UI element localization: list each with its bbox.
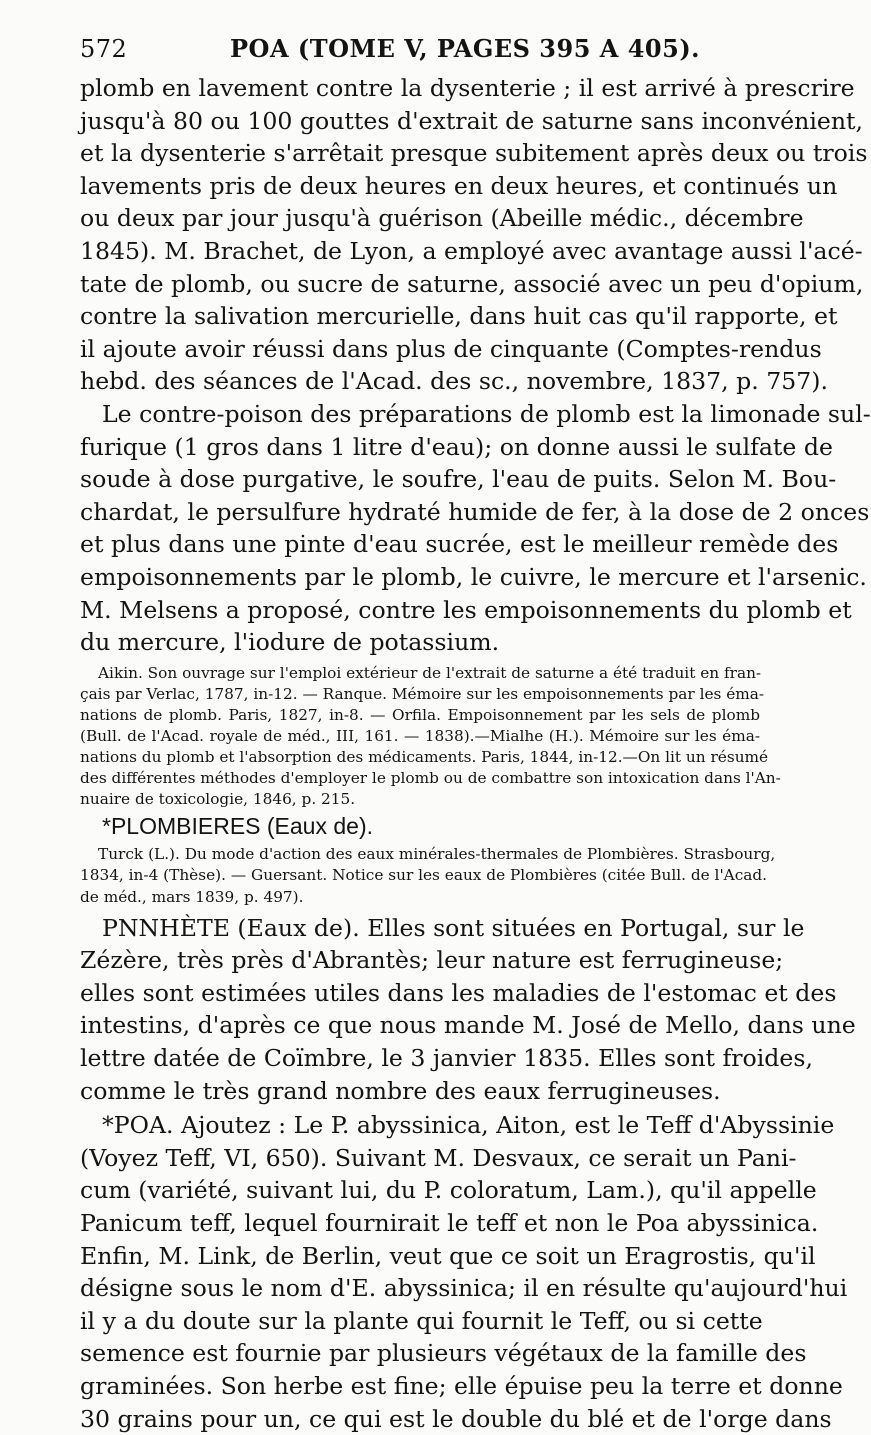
- text-line: jusqu'à 80 ou 100 gouttes d'extrait de saturne sans inconvénient,: [80, 106, 864, 135]
- text-line: 1845). M. Brachet, de Lyon, a employé avec avantage aussi l'acé-: [80, 236, 863, 265]
- entry-heading-plombieres: *PLOMBIERES (Eaux de).: [102, 813, 373, 840]
- text-line: furique (1 gros dans 1 litre d'eau); on donne aussi le sulfate de: [80, 432, 833, 461]
- text-line: empoisonnements par le plomb, le cuivre, le mercure et l'arsenic.: [80, 562, 867, 591]
- text-line: chardat, le persulfure hydraté humide de fer, à la dose de 2 onces: [80, 497, 870, 526]
- text-line: soude à dose purgative, le soufre, l'eau de puits. Selon M. Bou-: [80, 465, 837, 494]
- note-line: nations de plomb. Paris, 1827, in-8. — Orfila. Empoisonnement par les sels de plomb: [80, 705, 760, 724]
- text-line: Le contre-poison des préparations de plomb est la limonade sul-: [102, 399, 871, 428]
- text-line: intestins, d'après ce que nous mande M. José de Mello, dans une: [80, 1011, 856, 1040]
- paragraph-poa: [80, 1109, 848, 1435]
- text-line: elles sont estimées utiles dans les maladies de l'estomac et des: [80, 978, 837, 1007]
- note-line: nations du plomb et l'absorption des médicaments. Paris, 1844, in-12.—On lit un résumé: [80, 748, 769, 767]
- text-line: désigne sous le nom d'E. abyssinica; il en résulte qu'aujourd'hui: [80, 1274, 848, 1303]
- text-line: plomb en lavement contre la dysenterie ; il est arrivé à prescrire: [80, 74, 855, 102]
- text-line: il y a du doute sur la plante qui fournit le Teff, ou si cette: [80, 1306, 763, 1335]
- text-line: et la dysenterie s'arrêtait presque subitement après deux ou trois: [80, 139, 868, 168]
- text-line: *POA. Ajoutez : Le P. abyssinica, Aiton, est le Teff d'Abyssinie: [102, 1111, 835, 1140]
- running-head: [80, 34, 760, 72]
- note-line: Aikin. Son ouvrage sur l'emploi extérieur de l'extrait de saturne a été traduit en fran-: [98, 663, 762, 682]
- text-line: semence est fournie par plusieurs végétaux de la famille des: [80, 1339, 807, 1368]
- paragraph-antidote: [80, 398, 871, 659]
- paragraph-pnnhete: [80, 912, 856, 1108]
- text-line: tate de plomb, ou sucre de saturne, associé avec un peu d'opium,: [80, 269, 864, 298]
- note-line: nuaire de toxicologie, 1846, p. 215.: [80, 790, 356, 809]
- text-line: ou deux par jour jusqu'à guérison (Abeille médic., décembre: [80, 204, 804, 233]
- text-line: lettre datée de Coïmbre, le 3 janvier 1835. Elles sont froides,: [80, 1044, 813, 1072]
- paragraph-dysentery: [80, 72, 868, 398]
- text-line: comme le très grand nombre des eaux ferrugineuses.: [80, 1076, 721, 1105]
- text-line: Zézère, très près d'Abrantès; leur nature est ferrugineuse;: [80, 946, 784, 975]
- text-line: 30 grains pour un, ce qui est le double du blé et de l'orge dans: [80, 1404, 832, 1433]
- text-line: M. Melsens a proposé, contre les empoisonnements du plomb et: [80, 595, 852, 624]
- bibliography-plombieres: [80, 844, 776, 907]
- note-line: çais par Verlac, 1787, in-12. — Ranque. Mémoire sur les empoisonnements par les éma-: [80, 684, 765, 703]
- note-line: des différentes méthodes d'employer le plomb ou de combattre son intoxication dans l'An-: [80, 769, 781, 788]
- text-line: et plus dans une pinte d'eau sucrée, est le meilleur remède des: [80, 530, 839, 559]
- text-line: (Voyez Teff, VI, 650). Suivant M. Desvaux, ce serait un Pani-: [80, 1143, 797, 1172]
- text-line: PNNHÈTE (Eaux de). Elles sont situées en Portugal, sur le: [102, 913, 805, 942]
- running-title: POA (TOME V, PAGES 395 A 405).: [230, 34, 701, 63]
- bibliography-plomb: [80, 663, 781, 811]
- text-line: contre la salivation mercurielle, dans huit cas qu'il rapporte, et: [80, 302, 838, 331]
- text-line: hebd. des séances de l'Acad. des sc., novembre, 1837, p. 757).: [80, 367, 828, 396]
- text-line: graminées. Son herbe est fine; elle épuise peu la terre et donne: [80, 1371, 843, 1400]
- note-line: de méd., mars 1839, p. 497).: [80, 887, 304, 906]
- note-line: 1834, in-4 (Thèse). — Guersant. Notice sur les eaux de Plombières (citée Bull. de l'Acad.: [80, 866, 768, 885]
- note-line: Turck (L.). Du mode d'action des eaux minérales-thermales de Plombières. Strasbourg,: [98, 845, 776, 864]
- text-line: cum (variété, suivant lui, du P. coloratum, Lam.), qu'il appelle: [80, 1176, 817, 1205]
- page-number: 572: [80, 35, 128, 63]
- text-line: lavements pris de deux heures en deux heures, et continués un: [80, 171, 838, 200]
- text-line: du mercure, l'iodure de potassium.: [80, 628, 500, 657]
- note-line: (Bull. de l'Acad. royale de méd., III, 161. — 1838).—Mialhe (H.). Mémoire sur les éma-: [80, 726, 760, 745]
- text-line: Enfin, M. Link, de Berlin, veut que ce soit un Eragrostis, qu'il: [80, 1241, 816, 1270]
- text-line: il ajoute avoir réussi dans plus de cinquante (Comptes-rendus: [80, 334, 822, 363]
- text-line: Panicum teff, lequel fournirait le teff et non le Poa abyssinica.: [80, 1208, 819, 1237]
